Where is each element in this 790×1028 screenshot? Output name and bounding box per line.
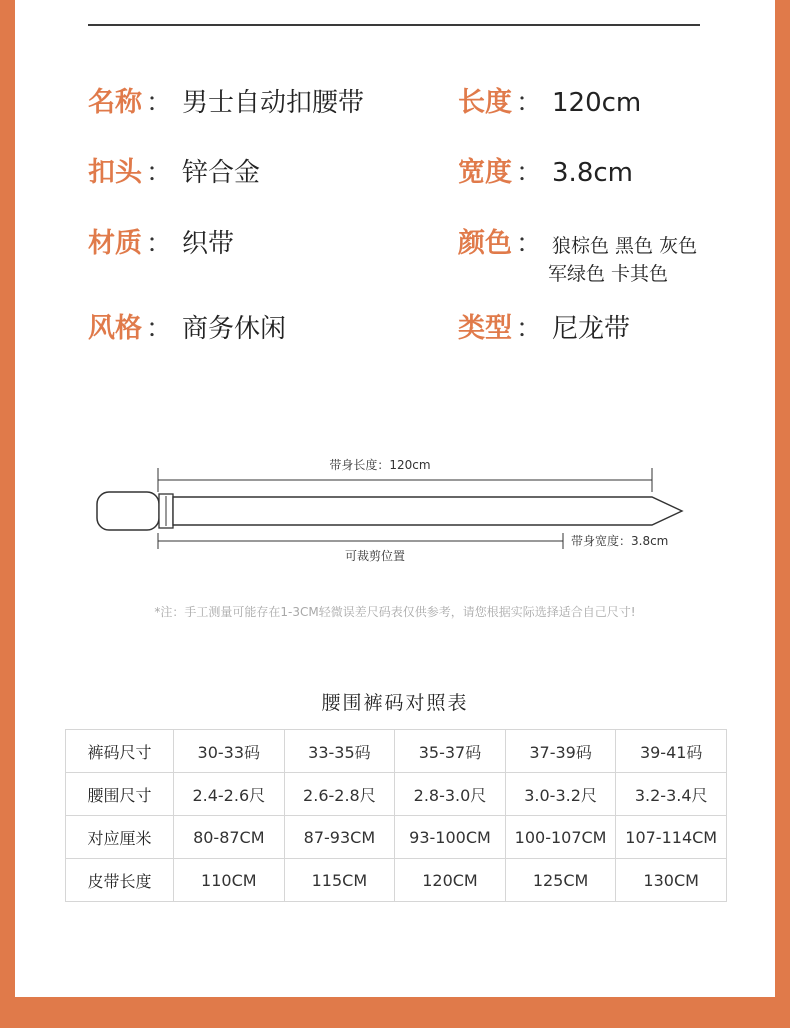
table-row — [66, 730, 727, 773]
spec-colon: ： — [146, 314, 173, 344]
table-cell: 100-107CM — [505, 816, 616, 859]
buckle-shape — [97, 492, 159, 530]
table-cell: 30-33码 — [174, 730, 285, 773]
table-row — [66, 816, 727, 859]
table-cell: 3.0-3.2尺 — [505, 773, 616, 816]
top-divider — [88, 24, 700, 26]
table-cell: 2.6-2.8尺 — [284, 773, 395, 816]
spec-key: 长度 — [458, 87, 512, 118]
row-label: 皮带长度 — [66, 859, 174, 902]
table-cell: 3.2-3.4尺 — [616, 773, 727, 816]
spec-colon: ： — [516, 229, 543, 259]
spec-value: 商务休闲 — [182, 314, 287, 344]
spec-colon: ： — [146, 88, 173, 118]
spec-type — [458, 306, 630, 345]
table-cell: 2.8-3.0尺 — [395, 773, 506, 816]
spec-value: 锌合金 — [182, 158, 261, 188]
spec-length — [458, 80, 641, 119]
spec-material — [88, 221, 234, 260]
spec-value: 尼龙带 — [552, 314, 631, 344]
size-table-title: 腰围裤码对照表 — [321, 692, 469, 714]
table-cell: 107-114CM — [616, 816, 727, 859]
table-cell: 87-93CM — [284, 816, 395, 859]
spec-colon: ： — [516, 314, 543, 344]
table-cell: 93-100CM — [395, 816, 506, 859]
spec-value: 3.8cm — [552, 158, 633, 188]
spec-value-color-line2: 军绿色 卡其色 — [548, 263, 669, 285]
spec-value-color-line1: 狼棕色 黑色 灰色 — [552, 235, 698, 257]
row-label: 腰围尺寸 — [66, 773, 174, 816]
table-cell: 33-35码 — [284, 730, 395, 773]
spec-colon: ： — [516, 88, 543, 118]
row-label: 裤码尺寸 — [66, 730, 174, 773]
table-cell: 130CM — [616, 859, 727, 902]
table-cell: 110CM — [174, 859, 285, 902]
spec-key: 风格 — [88, 313, 142, 344]
spec-colon: ： — [146, 229, 173, 259]
table-row — [66, 859, 727, 902]
spec-colon: ： — [516, 158, 543, 188]
measurement-note: *注：手工测量可能存在1-3CM轻微误差尺码表仅供参考，请您根据实际选择适合自己尺寸! — [154, 605, 636, 619]
spec-key: 宽度 — [458, 157, 512, 188]
table-cell: 125CM — [505, 859, 616, 902]
spec-key: 扣头 — [88, 157, 142, 188]
row-label: 对应厘米 — [66, 816, 174, 859]
spec-width — [458, 150, 633, 189]
table-cell: 80-87CM — [174, 816, 285, 859]
spec-value: 男士自动扣腰带 — [182, 88, 365, 118]
size-table — [65, 729, 727, 902]
spec-name — [88, 80, 364, 119]
strap-body — [173, 497, 682, 525]
belt-diagram — [0, 440, 790, 580]
length-label: 带身长度：120cm — [329, 458, 431, 472]
spec-value: 织带 — [182, 229, 235, 259]
spec-buckle — [88, 150, 260, 189]
table-cell: 35-37码 — [395, 730, 506, 773]
table-cell: 120CM — [395, 859, 506, 902]
table-cell: 39-41码 — [616, 730, 727, 773]
spec-key: 颜色 — [458, 228, 512, 259]
table-cell: 37-39码 — [505, 730, 616, 773]
width-label: 带身宽度：3.8cm — [571, 534, 669, 548]
spec-colon: ： — [146, 158, 173, 188]
table-cell: 115CM — [284, 859, 395, 902]
spec-key: 类型 — [458, 313, 512, 344]
spec-key: 材质 — [88, 228, 142, 259]
spec-style — [88, 306, 286, 345]
spec-key: 名称 — [88, 87, 142, 118]
table-row — [66, 773, 727, 816]
spec-value: 120cm — [552, 88, 642, 118]
table-cell: 2.4-2.6尺 — [174, 773, 285, 816]
cut-label: 可裁剪位置 — [344, 549, 406, 563]
